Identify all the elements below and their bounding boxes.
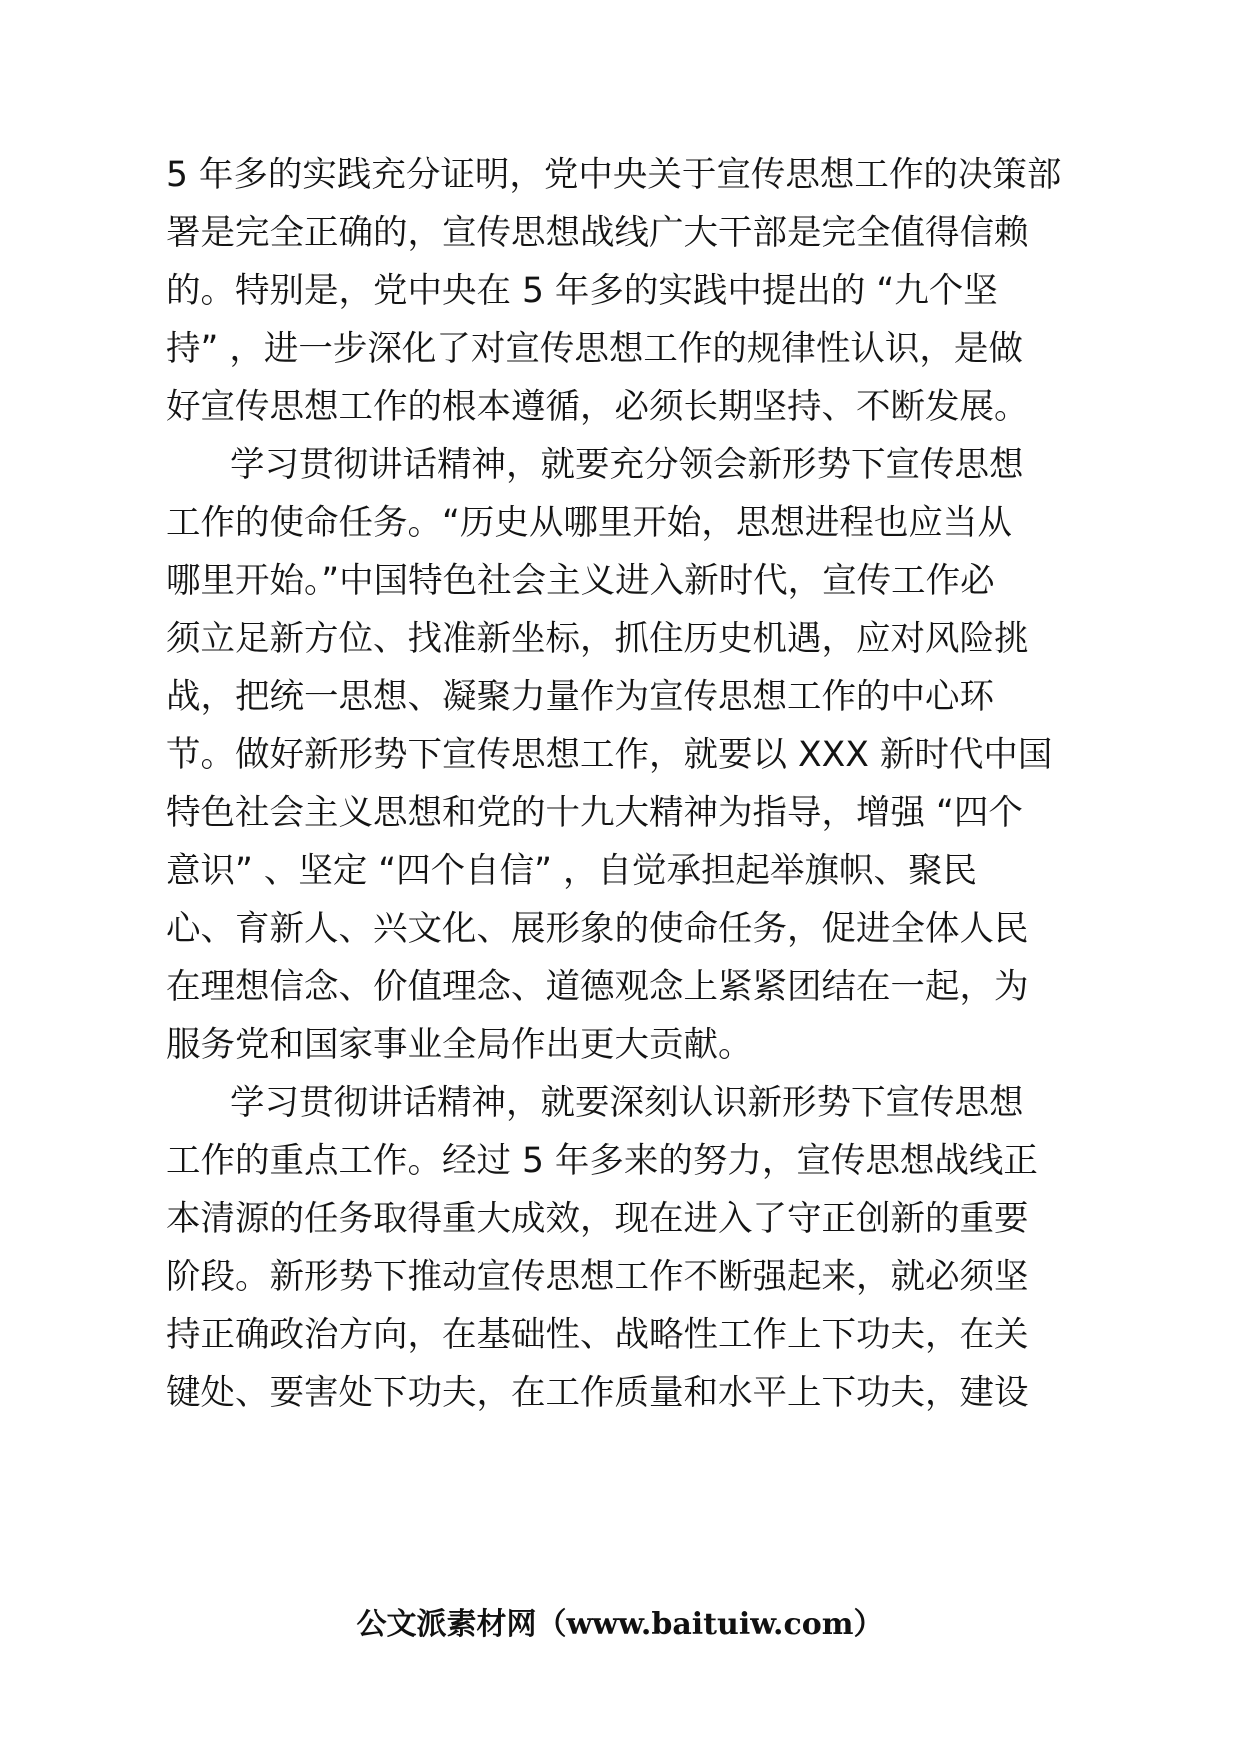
- text-line: 意识” 、坚定 “四个自信” ，自觉承担起举旗帜、聚民: [166, 851, 978, 891]
- text-line: 哪里开始。”中国特色社会主义进入新时代，宣传工作必: [166, 561, 995, 601]
- text-line: 工作的重点工作。经过 5 年多来的努力，宣传思想战线正: [166, 1141, 1038, 1181]
- text-line: 在理想信念、价值理念、道德观念上紧紧团结在一起，为: [166, 967, 1029, 1007]
- text-line: 阶段。新形势下推动宣传思想工作不断强起来，就必须坚: [166, 1257, 1029, 1297]
- footer-source-credit: 公文派素材网（www.baituiw.com）: [356, 1607, 884, 1642]
- text-line: 5 年多的实践充分证明，党中央关于宣传思想工作的决策部: [166, 155, 1062, 195]
- text-line: 署是完全正确的，宣传思想战线广大干部是完全值得信赖: [166, 213, 1029, 253]
- text-line: 学习贯彻讲话精神，就要深刻认识新形势下宣传思想: [230, 1083, 1024, 1123]
- text-line: 本清源的任务取得重大成效，现在进入了守正创新的重要: [166, 1199, 1029, 1239]
- text-line: 特色社会主义思想和党的十九大精神为指导，增强 “四个: [166, 793, 1023, 833]
- text-line: 服务党和国家事业全局作出更大贡献。: [166, 1025, 753, 1065]
- text-line: 的。特别是，党中央在 5 年多的实践中提出的 “九个坚: [166, 271, 998, 311]
- text-line: 须立足新方位、找准新坐标，抓住历史机遇，应对风险挑: [166, 619, 1029, 659]
- text-line: 好宣传思想工作的根本遵循，必须长期坚持、不断发展。: [166, 387, 1029, 427]
- text-line: 键处、要害处下功夫，在工作质量和水平上下功夫，建设: [166, 1373, 1029, 1413]
- text-line: 学习贯彻讲话精神，就要充分领会新形势下宣传思想: [230, 445, 1024, 485]
- text-line: 持正确政治方向，在基础性、战略性工作上下功夫，在关: [166, 1315, 1029, 1355]
- text-line: 心、育新人、兴文化、展形象的使命任务，促进全体人民: [166, 909, 1029, 949]
- text-line: 节。做好新形势下宣传思想工作，就要以 XXX 新时代中国: [166, 735, 1053, 775]
- text-line: 持” ，进一步深化了对宣传思想工作的规律性认识，是做: [166, 329, 1023, 369]
- text-line: 工作的使命任务。“历史从哪里开始，思想进程也应当从: [166, 503, 1012, 543]
- text-line: 战，把统一思想、凝聚力量作为宣传思想工作的中心环: [166, 677, 994, 717]
